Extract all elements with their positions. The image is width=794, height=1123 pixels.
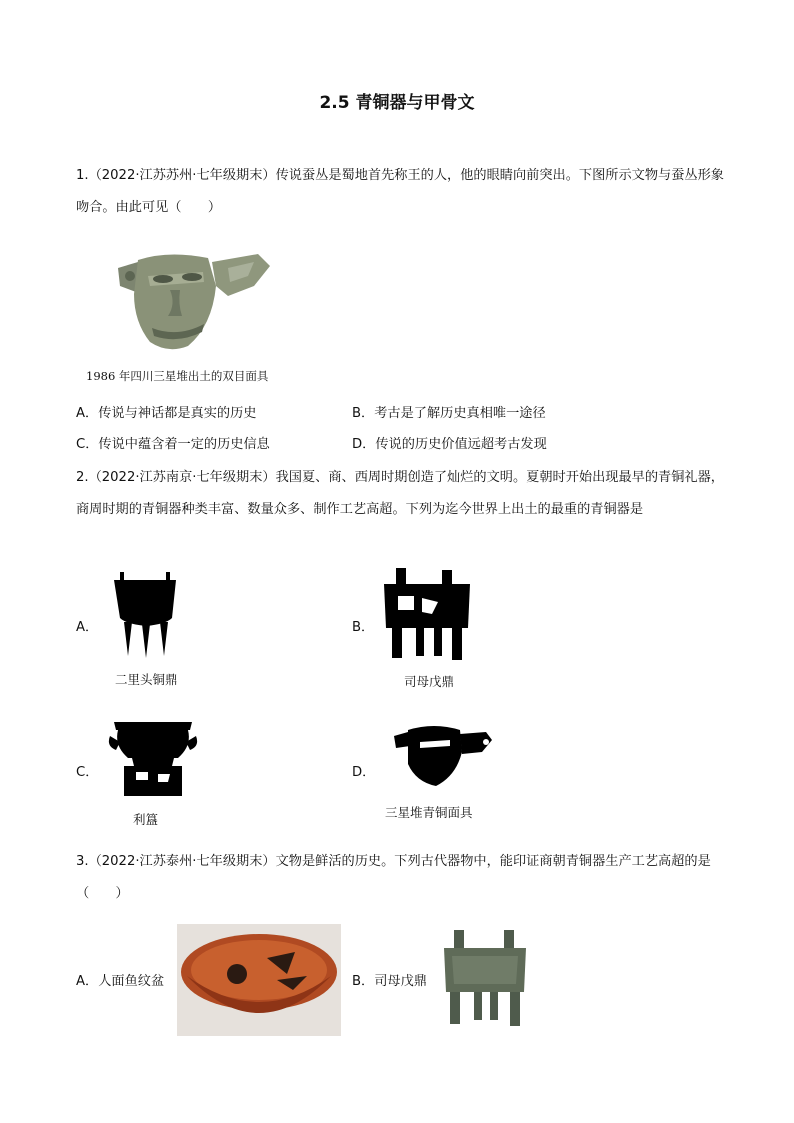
simuwu-ding-image-bw <box>382 566 472 662</box>
q2-option-a-letter[interactable]: A． <box>76 620 99 635</box>
q3-option-a[interactable]: A．人面鱼纹盆 <box>76 974 165 989</box>
q2-option-a-caption: 二里头铜鼎 <box>115 672 178 687</box>
q1-option-c[interactable]: C．传说中蕴含着一定的历史信息 <box>76 437 270 452</box>
q2-option-d-caption: 三星堆青铜面具 <box>385 805 473 820</box>
question-3-stem: 3.（2022·江苏泰州·七年级期末）文物是鲜活的历史。下列古代器物中，能印证商朝青铜器生产工艺高超的是（ ） <box>76 854 711 901</box>
ligui-image <box>108 716 198 798</box>
erlitou-ding-image <box>110 568 182 658</box>
page-title: 2.5 青铜器与甲骨文 <box>319 93 475 113</box>
q2-option-b-letter[interactable]: B． <box>352 620 375 635</box>
question-2-stem: 2.（2022·江苏南京·七年级期末）我国夏、商、西周时期创造了灿烂的文明。夏朝时开始出现最早的青铜礼器，商周时期的青铜器种类丰富、数量众多、制作工艺高超。下列为迄今世界上出土的最重的青铜器是 <box>76 470 724 517</box>
q1-option-a[interactable]: A．传说与神话都是真实的历史 <box>76 406 257 421</box>
q3-option-b[interactable]: B．司母戊鼎 <box>352 974 427 989</box>
sanxingdui-mask-image-bw <box>390 722 494 790</box>
q2-option-c-letter[interactable]: C． <box>76 765 99 780</box>
mask-caption: 1986 年四川三星堆出土的双目面具 <box>86 369 269 383</box>
mask-image <box>108 246 273 356</box>
q2-option-b-caption: 司母戊鼎 <box>404 674 455 689</box>
q2-option-c-caption: 利簋 <box>133 812 159 827</box>
q2-option-d-letter[interactable]: D． <box>352 765 376 780</box>
q1-option-b[interactable]: B．考古是了解历史真相唯一途径 <box>352 406 546 421</box>
fish-basin-image <box>177 924 341 1036</box>
question-1-stem: 1.（2022·江苏苏州·七年级期末）传说蚕丛是蜀地首先称王的人，他的眼睛向前突出。下图所示文物与蚕丛形象吻合。由此可见（ ） <box>76 168 724 215</box>
simuwu-ding-image <box>440 928 530 1028</box>
q1-option-d[interactable]: D．传说的历史价值远超考古发现 <box>352 437 547 452</box>
